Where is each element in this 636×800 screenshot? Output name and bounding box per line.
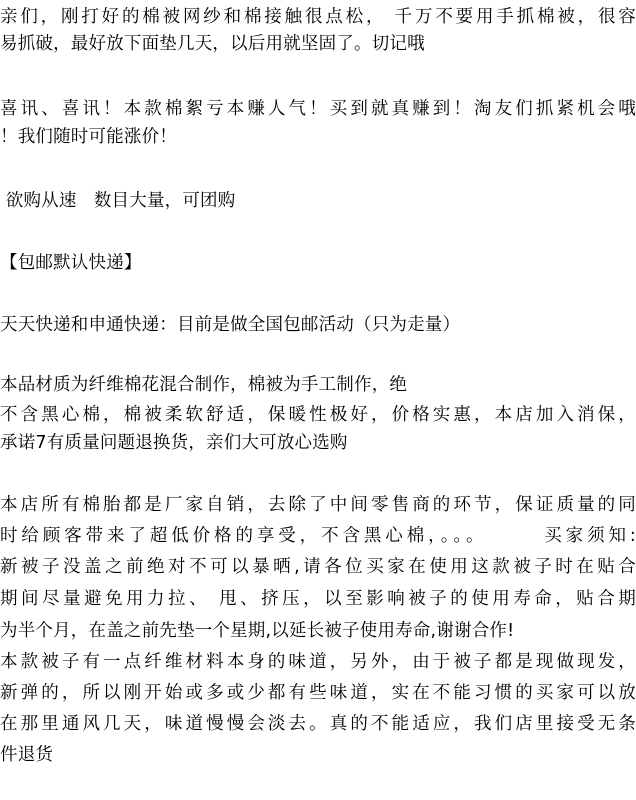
text-line: 喜讯、喜讯！本款棉絮亏本赚人气！买到就真赚到！淘友们抓紧机会哦 xyxy=(0,99,636,119)
text-line: 欲购从速 数目大量，可团购 xyxy=(0,191,236,211)
text-line: 本品材质为纤维棉花混合制作，棉被为手工制作，绝 xyxy=(0,375,408,395)
text-line: 为半个月，在盖之前先垫一个星期,以延长被子使用寿命,谢谢合作! xyxy=(0,621,515,641)
text-line: 时给顾客带来了超低价格的享受，不含黑心棉，。。。 买家须知: xyxy=(0,526,636,546)
text-line: 新弹的，所以刚开始或多或少都有些味道，实在不能习惯的买家可以放 xyxy=(0,683,636,703)
text-line: 易抓破，最好放下面垫几天，以后用就坚固了。切记哦 xyxy=(0,34,425,54)
text-line: 天天快递和申通快递：目前是做全国包邮活动（只为走量） xyxy=(0,315,461,335)
text-line: 本店所有棉胎都是厂家自销，去除了中间零售商的环节，保证质量的同 xyxy=(0,495,636,515)
text-line: ！我们随时可能涨价！ xyxy=(0,127,177,147)
text-line: 件退货 xyxy=(0,745,54,765)
text-line: 本款被子有一点纤维材料本身的味道，另外，由于被子都是现做现发， xyxy=(0,652,636,672)
text-line: 【包邮默认快递】 xyxy=(0,253,142,273)
text-line: 承诺7有质量问题退换货，亲们大可放心选购 xyxy=(0,433,348,453)
text-line: 亲们，刚打好的棉被网纱和棉接触很点松， 千万不要用手抓棉被，很容 xyxy=(0,7,636,27)
text-line: 新被子没盖之前绝对不可以暴晒,请各位买家在使用这款被子时在贴合 xyxy=(0,557,636,577)
text-line: 期间尽量避免用力拉、 甩、挤压，以至影响被子的使用寿命，贴合期 xyxy=(0,589,636,609)
text-line: 不含黑心棉，棉被柔软舒适，保暖性极好，价格实惠，本店加入消保， xyxy=(0,405,636,425)
text-line: 在那里通风几天，味道慢慢会淡去。真的不能适应，我们店里接受无条 xyxy=(0,714,636,734)
